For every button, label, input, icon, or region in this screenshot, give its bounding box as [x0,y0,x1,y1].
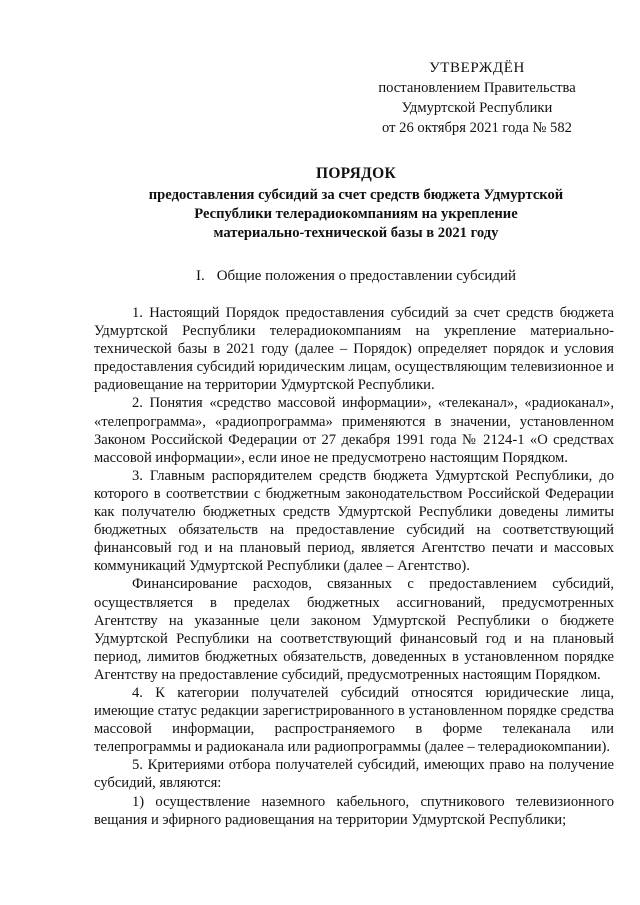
approval-line: Удмуртской Республики [401,100,553,116]
approval-heading: УТВЕРЖДЁН [429,60,525,76]
title-main: ПОРЯДОК [315,165,397,182]
document-body [94,304,614,829]
approval-line: постановлением Правительства [378,80,576,96]
approval-line: от 26 октября 2021 года № 582 [382,120,572,136]
paragraph-4: 4. К категории получателей субсидий относятся юридические лица, имеющие статус редакции зарегистрированного в установленном порядке средства массовой информации, распространяемого в форме телеканала или телепрограммы и радиоканала или радиопрограммы (далее – телерадиокомпании). [94,684,614,756]
paragraph-5: 5. Критериями отбора получателей субсидий, имеющих право на получение субсидий, являются: [94,757,614,792]
title-subtitle-line: предоставления субсидий за счет средств бюджета Удмуртской [148,187,564,203]
paragraph-3: 3. Главным распорядителем средств бюджета Удмуртской Республики, до которого в соответствии с бюджетным законодательством Российской Федерации как получателю бюджетных средств Удмуртской Республики доведены лимиты бюджетных обязательств на предоставление субсидий на соответствующий финансовый год и на плановый период, является Агентство печати и массовых коммуникаций Удмуртской Республики (далее – Агентство). [94,467,614,575]
document-title [96,164,616,243]
title-subtitle-line: Республики телерадиокомпаниям на укрепление [194,206,518,222]
approval-stamp [372,58,582,138]
paragraph-1: 1. Настоящий Порядок предоставления субсидий за счет средств бюджета Удмуртской Республики телерадиокомпаниям на укрепление материально-технической базы в 2021 году (далее – Порядок) определяет порядок и условия предоставления субсидий юридическим лицам, осуществляющим телевизионное и радиовещание на территории Удмуртской Республики. [94,305,614,394]
section-number: I. [195,268,205,284]
section-title: Общие положения о предоставлении субсидий [216,268,517,284]
paragraph-5-item-1: 1) осуществление наземного кабельного, спутникового телевизионного вещания и эфирного радиовещания на территории Удмуртской Республики; [94,793,614,828]
section-heading [96,268,616,285]
paragraph-financing: Финансирование расходов, связанных с предоставлением субсидий, осуществляется в пределах бюджетных ассигнований, предусмотренных Агентству на указанные цели законом Удмуртской Республики о бюджете Удмуртской Республики на соответствующий финансовый год и на плановый период, лимитов бюджетных обязательств, доведенных в установленном порядке Агентству на предоставление субсидий, предусмотренных настоящим Порядком. [94,576,614,683]
paragraph-2: 2. Понятия «средство массовой информации», «телеканал», «радиоканал», «телепрограмма», «радиопрограмма» применяются в значении, установленном Законом Российской Федерации от 27 декабря 1991 года № 2124-1 «О средствах массовой информации», если иное не предусмотрено настоящим Порядком. [94,395,614,466]
title-subtitle-line: материально-технической базы в 2021 году [213,225,499,241]
